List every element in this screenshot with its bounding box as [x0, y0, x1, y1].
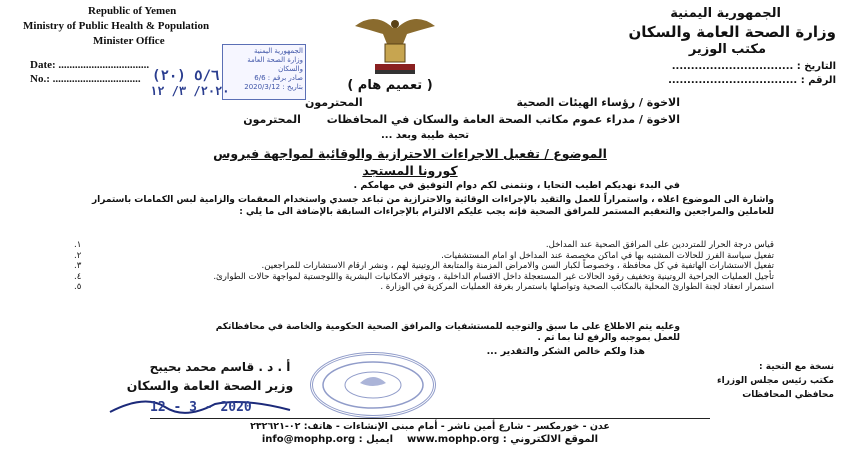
- footer-website[interactable]: الموقع الالكتروني : www.mophp.org: [406, 434, 599, 445]
- reference-paragraph: واشارة الى الموضوع اعلاه ، واستمراراً للعمل والتقيد بالإجراءات الوقائية والاحترازية من تباعد جسدي واستخدام المعقمات والزامية لبس الكمامات باستمرار للعاملين والمراجعين والتعقيم المستمر للمرافق الصحية فإنه يجب عليكم الالتزام بالإجراءات السابقة بالإضافة الى ما يلي :: [91, 195, 774, 217]
- copies-block: [694, 360, 834, 402]
- footer-contact: [150, 434, 710, 445]
- date-label-ar: التاريخ :: [796, 61, 836, 72]
- no-label: No.:: [30, 73, 50, 85]
- list-item: تفعيل سياسة الفرز للحالات المشتبه بها في اماكن مخصصة عند المداخل او امام المستشفيات. ٢.: [74, 250, 774, 261]
- copies-line: محافظي المحافظات: [742, 390, 834, 400]
- header-ministry-ar: وزارة الصحة العامة والسكان: [628, 23, 836, 41]
- footer-email[interactable]: ايميل : info@mophp.org: [261, 434, 393, 445]
- addressee-1: الاخوة / رؤساء الهيئات الصحية المحترمون: [305, 96, 680, 109]
- emblem-logo: [345, 6, 445, 76]
- official-seal: [310, 352, 436, 418]
- stamp-handwritten-date: ٢٠٢٠/ ٣/ ١٢: [150, 84, 230, 98]
- seal-emblem-icon: [318, 359, 428, 411]
- date-label: Date:: [30, 59, 56, 71]
- list-item: تفعيل الاستشارات الهاتفية في كل محافظة ، وخصوصاً لكبار السن والامراض المزمنة والمتابعة الروتينية لهم ، ونشر ارقام الاستشارات للمراجعين. ٣.: [74, 261, 774, 272]
- header-office: Minister Office: [93, 35, 165, 47]
- header-country-ar: الجمهورية اليمنية: [670, 6, 781, 21]
- list-item: تأجيل العمليات الجراحية الروتينية وتخفيف رقود الحالات غير المستعجلة داخل الاقسام الداخلية ، وتوفير الامكانيات البشرية واللوجستية لمواجهة حالات الطوارئ. ٤.: [74, 271, 774, 282]
- signatory-name: أ . د . قاسم محمد بحيبح: [149, 360, 291, 374]
- regards-line: هذا ولكم خالص الشكر والتقدير ...: [486, 346, 645, 357]
- footer-divider: [150, 418, 710, 419]
- addressee-2: الاخوة / مدراء عموم مكاتب الصحة العامة والسكان في المحافظات المحترمون: [243, 113, 680, 126]
- footer-address: عدن - خورمكسر - شارع أمين ناشر - أمام مبنى الإنشاءات - هاتف: ٠٢-٢٣٢٦٢١: [250, 421, 610, 432]
- closing-paragraph: وعليه يتم الاطلاع على ما سبق والتوجيه للمستشفيات والمرافق الصحية الحكومية والخاصة في محافظاتكم للعمل بموجبه والرفع لنا بما تم .: [215, 322, 680, 343]
- doc-type: ( تعميم هام ): [347, 78, 433, 93]
- header-arabic: [556, 6, 836, 58]
- registry-stamp: الجمهورية اليمنية وزارة الصحة العامة والسكان صادر برقم : 6/6 بتاريخ : 2020/3/12: [222, 44, 306, 100]
- signatory-title: وزير الصحة العامة والسكان: [126, 378, 294, 393]
- subject-line-1: الموضوع / تفعيل الاجراءات الاحترازية والوقائية لمواجهة فيروس: [213, 146, 607, 161]
- date-no-arabic: التاريخ : ................................ الرقم : ..................................: [668, 61, 836, 86]
- date-no-english: Date: ................................. No.: ................................: [30, 59, 150, 85]
- list-item: استمرار انعقاد لجنة الطوارئ المحلية بالمكاتب الصحية وتواصلها باستمرار بغرفة العمليات المركزية في الوزارة . ٥.: [74, 282, 774, 293]
- greeting: تحية طيبة وبعد ...: [381, 130, 469, 141]
- subject-line-2: كورونا المستجد: [362, 163, 458, 178]
- header-ministry: Ministry of Public Health & Population: [23, 20, 210, 32]
- eagle-emblem-icon: [345, 6, 445, 76]
- no-label-ar: الرقم :: [800, 75, 836, 86]
- copies-line: مكتب رئيس مجلس الوزراء: [717, 376, 834, 386]
- stamp-handwritten-number: (٢٠) ٥/٦: [152, 68, 220, 84]
- intro-paragraph: في البدء نهديكم اطيب التحايا ، ونتمنى لكم دوام التوفيق في مهامكم .: [353, 180, 680, 191]
- header-office-ar: مكتب الوزير: [688, 42, 766, 57]
- list-item: قياس درجة الحرار للمترددين على المرافق الصحية عند المداخل. ١.: [74, 240, 774, 250]
- copies-heading: نسخة مع التحية :: [759, 362, 834, 372]
- items-list: [74, 240, 774, 293]
- header-english: [8, 4, 268, 49]
- header-country: Republic of Yemen: [88, 5, 177, 17]
- signature-date: 12 - 3 - 2020: [150, 400, 252, 415]
